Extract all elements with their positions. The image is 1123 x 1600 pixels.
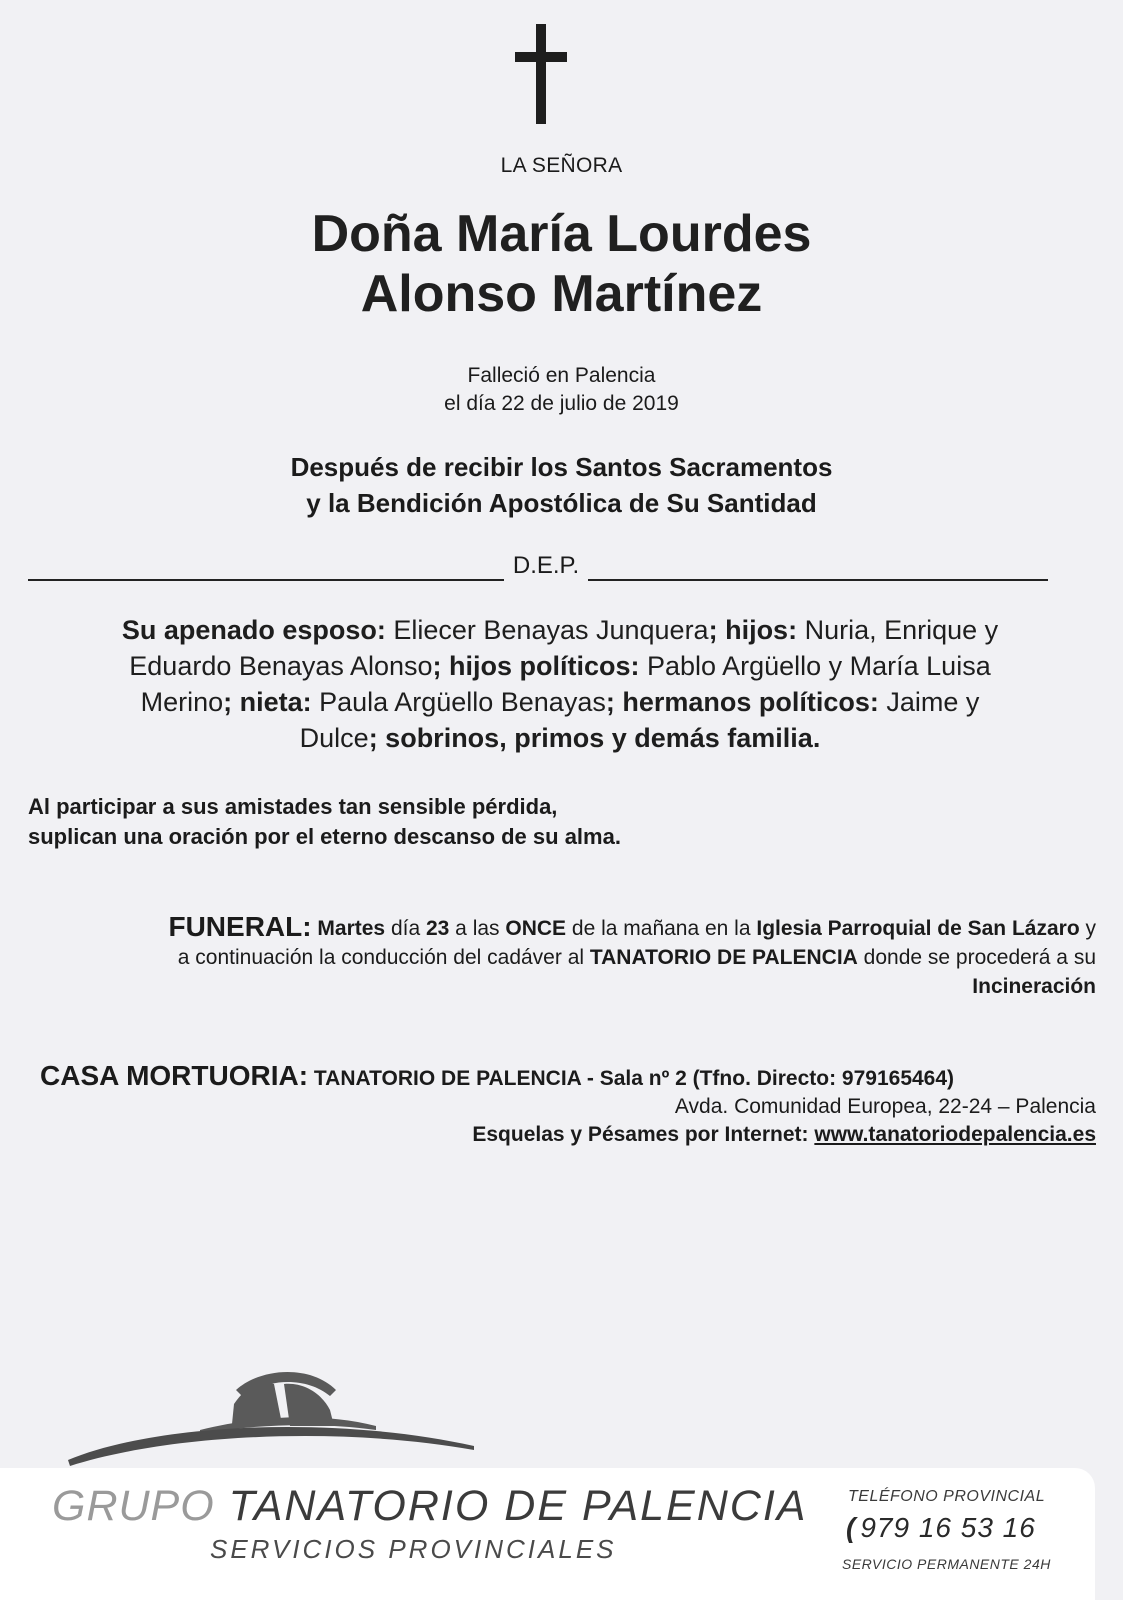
funeral-line-2: a continuación la conducción del cadáver al TANATORIO DE PALENCIA donde se procederá a su [177,946,1096,969]
prayer-line-1: Al participar a sus amistades tan sensible pérdida, [28,794,558,819]
casa-venue: TANATORIO DE PALENCIA - Sala nº 2 (Tfno. Directo: 979165464) [308,1067,955,1090]
footer-banner [0,1468,1095,1600]
phone-number: ( 979 16 53 16 [846,1512,1036,1543]
casa-internet: Esquelas y Pésames por Internet: www.tanatoriodepalencia.es [472,1123,1096,1146]
service-hours: SERVICIO PERMANENTE 24H [842,1556,1051,1572]
sacraments-line-2: y la Bendición Apostólica de Su Santidad [306,488,817,518]
name-line-2: Alonso Martínez [360,265,763,323]
tanatorio-logo [60,1350,500,1470]
funeral-label: FUNERAL: [168,911,312,942]
dep-text: D.E.P. [512,552,580,579]
family-line-3: Merino; nieta: Paula Argüello Benayas; hermanos políticos: Jaime y [140,687,980,717]
phone-icon: ( [846,1512,857,1543]
divider-line-right [588,579,1048,581]
funeral-info [32,912,1096,1001]
casa-line-1 [40,1062,1096,1093]
name-line-1: Doña María Lourdes [311,205,812,263]
website-link[interactable]: www.tanatoriodepalencia.es [814,1123,1096,1146]
funeral-line-3: Incineración [972,975,1096,998]
sacraments-line-1: Después de recibir los Santos Sacramentos [290,452,833,482]
divider-line-left [28,579,504,581]
death-info [0,362,1123,418]
family-line-4: Dulce; sobrinos, primos y demás familia. [299,723,821,753]
family-line-2: Eduardo Benayas Alonso; hijos políticos: Pablo Argüello y María Luisa [129,651,991,681]
death-place: Falleció en Palencia [467,364,656,387]
family-paragraph [40,612,1080,756]
funeral-line-1: FUNERAL: Martes día 23 a las ONCE de la mañana en la Iglesia Parroquial de San Lázaro y [168,911,1096,942]
brand-subtitle: SERVICIOS PROVINCIALES [210,1534,617,1564]
casa-label: CASA MORTUORIA: [40,1060,309,1091]
phone-label: TELÉFONO PROVINCIAL [848,1488,1046,1505]
cross-icon [515,24,567,124]
prayer-line-2: suplican una oración por el eterno descanso de su alma. [28,824,621,849]
honorific: LA SEÑORA [500,154,623,177]
dep-divider [28,548,1048,580]
sacraments-text [0,449,1123,521]
family-line-1: Su apenado esposo: Eliecer Benayas Junquera; hijos: Nuria, Enrique y [121,615,999,645]
casa-mortuoria-info [40,1062,1096,1149]
deceased-name [0,204,1123,324]
brand-name: GRUPO TANATORIO DE PALENCIA [52,1482,808,1530]
death-date: el día 22 de julio de 2019 [444,392,679,415]
prayer-text [28,792,928,852]
casa-address: Avda. Comunidad Europea, 22-24 – Palencia [674,1095,1096,1118]
